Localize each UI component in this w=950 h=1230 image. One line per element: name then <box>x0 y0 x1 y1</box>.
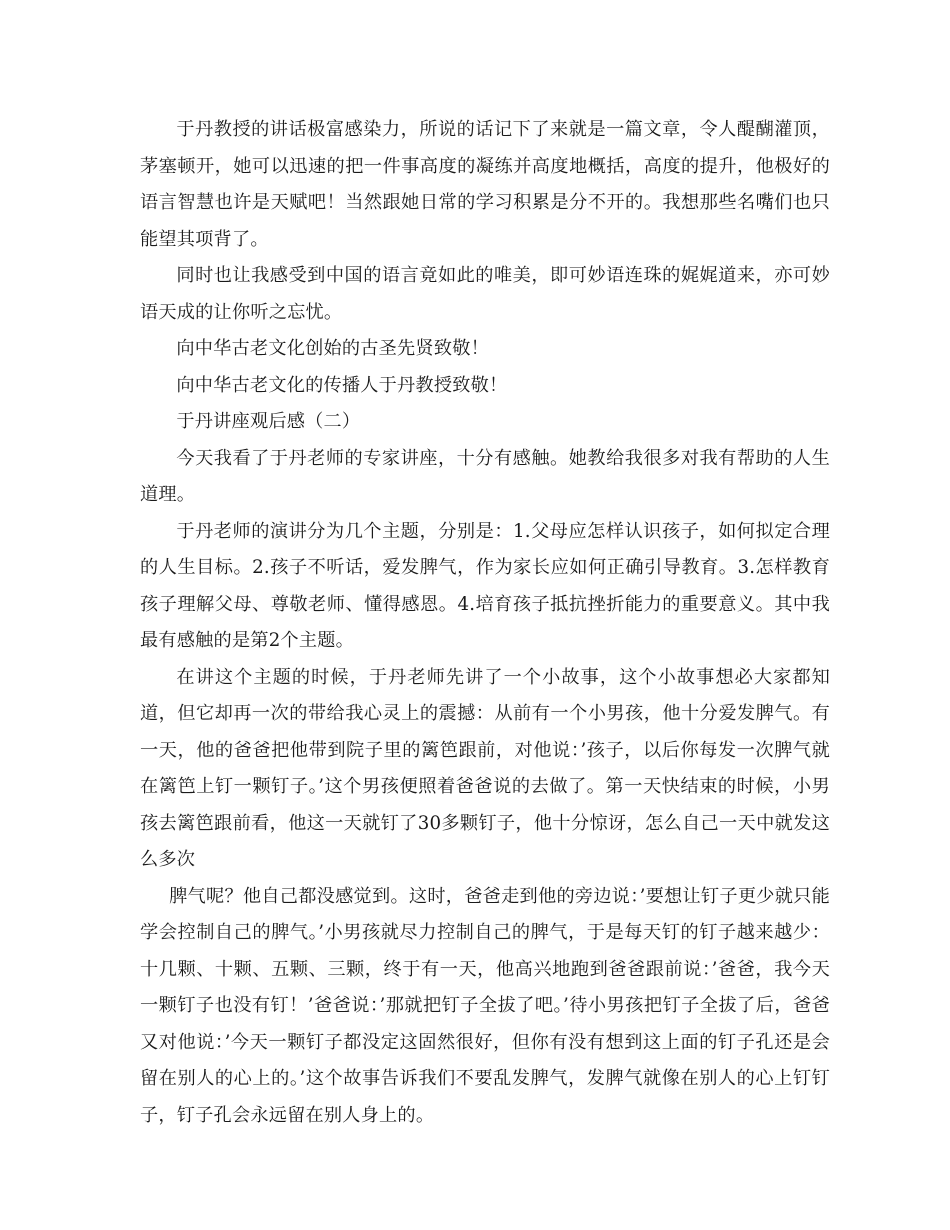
paragraph-story-part1: 在讲这个主题的时候，于丹老师先讲了一个小故事，这个小故事想必大家都知道，但它却再一次的带给我心灵上的震撼：从前有一个小男孩，他十分爱发脾气。有一天，他的爸爸把他带到院子里的篱笆跟前，对他说：’孩子，以后你每发一次脾气就在篱笆上钉一颗钉子。’这个男孩便照着爸爸说的去做了。第一天快结束的时候，小男孩去篱笆跟前看，他这一天就钉了30多颗钉子，他十分惊讶，怎么自己一天中就发这么多次 <box>140 666 830 870</box>
paragraph-story-part2: 脾气呢？他自己都没感觉到。这时，爸爸走到他的旁边说：’要想让钉子更少就只能学会控制自己的脾气。’小男孩就尽力控制自己的脾气，于是每天钉的钉子越来越少：十几颗、十颗、五颗、三颗，终于有一天，他高兴地跑到爸爸跟前说：’爸爸，我今天一颗钉子也没有钉！’爸爸说：’那就把钉子全拔了吧。’待小男孩把钉子全拔了后，爸爸又对他说：’今天一颗钉子都没定这固然很好，但你有没有想到这上面的钉子孔还是会留在别人的心上的。’这个故事告诉我们不要乱发脾气，发脾气就像在别人的心上钉钉子，钉子孔会永远留在别人身上的。 <box>140 885 830 1126</box>
document-body <box>140 112 830 1134</box>
paragraph-yudan-speech: 于丹教授的讲话极富感染力，所说的话记下了来就是一篇文章，令人醍醐灌顶，茅塞顿开，她可以迅速的把一件事高度的凝练并高度地概括，高度的提升，他极好的语言智慧也许是天赋吧！当然跟她日常的学习积累是分不开的。我想那些名嘴们也只能望其项背了。 <box>140 119 830 250</box>
paragraph-tribute-sages: 向中华古老文化创始的古圣先贤致敬！ <box>176 338 489 359</box>
paragraph-lecture-intro: 今天我看了于丹老师的专家讲座，十分有感触。她教给我很多对我有帮助的人生道理。 <box>140 447 830 505</box>
paragraph-lecture-topics: 于丹老师的演讲分为几个主题，分别是：1.父母应怎样认识孩子，如何拟定合理的人生目标。2.孩子不听话，爱发脾气，作为家长应如何正确引导教育。3.怎样教育孩子理解父母、尊敬老师、懂得感恩。4.培育孩子抵抗挫折能力的重要意义。其中我最有感触的是第2个主题。 <box>140 520 830 651</box>
section-heading: 于丹讲座观后感（二） <box>176 411 361 432</box>
paragraph-tribute-yudan: 向中华古老文化的传播人于丹教授致敬！ <box>176 374 508 396</box>
paragraph-language-beauty: 同时也让我感受到中国的语言竟如此的唯美，即可妙语连珠的娓娓道来，亦可妙语天成的让你听之忘忧。 <box>140 265 830 323</box>
